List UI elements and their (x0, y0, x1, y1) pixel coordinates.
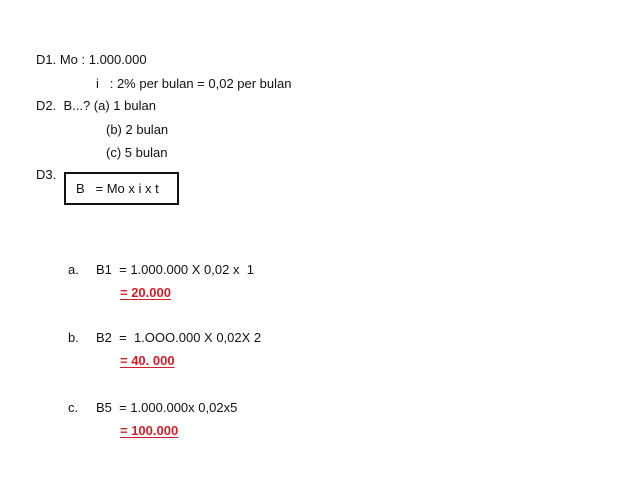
step-a-letter: a. (68, 262, 79, 277)
d2-option-b: (b) 2 bulan (106, 122, 169, 137)
step-a-result: = 20.000 (120, 285, 171, 300)
formula-box (64, 172, 179, 205)
d1-line-interest-rate: i : 2% per bulan = 0,02 per bulan (96, 76, 292, 91)
formula-text: B = Mo x i x t (76, 181, 159, 196)
d2-option-c: (c) 5 bulan (106, 145, 168, 160)
step-c-result: = 100.000 (120, 423, 179, 438)
step-b-letter: b. (68, 330, 79, 345)
d3-label: D3. (36, 167, 57, 182)
step-b-result: = 40. 000 (120, 353, 175, 368)
step-c-expression: B5 = 1.000.000x 0,02x5 (96, 400, 238, 415)
step-b-expression: B2 = 1.OOO.000 X 0,02X 2 (96, 330, 262, 345)
d1-line-principal: D1. Mo : 1.000.000 (36, 52, 147, 67)
d2-line-question: D2. B...? (a) 1 bulan (36, 98, 156, 113)
step-c-letter: c. (68, 400, 79, 415)
step-a-expression: B1 = 1.000.000 X 0,02 x 1 (96, 262, 254, 277)
